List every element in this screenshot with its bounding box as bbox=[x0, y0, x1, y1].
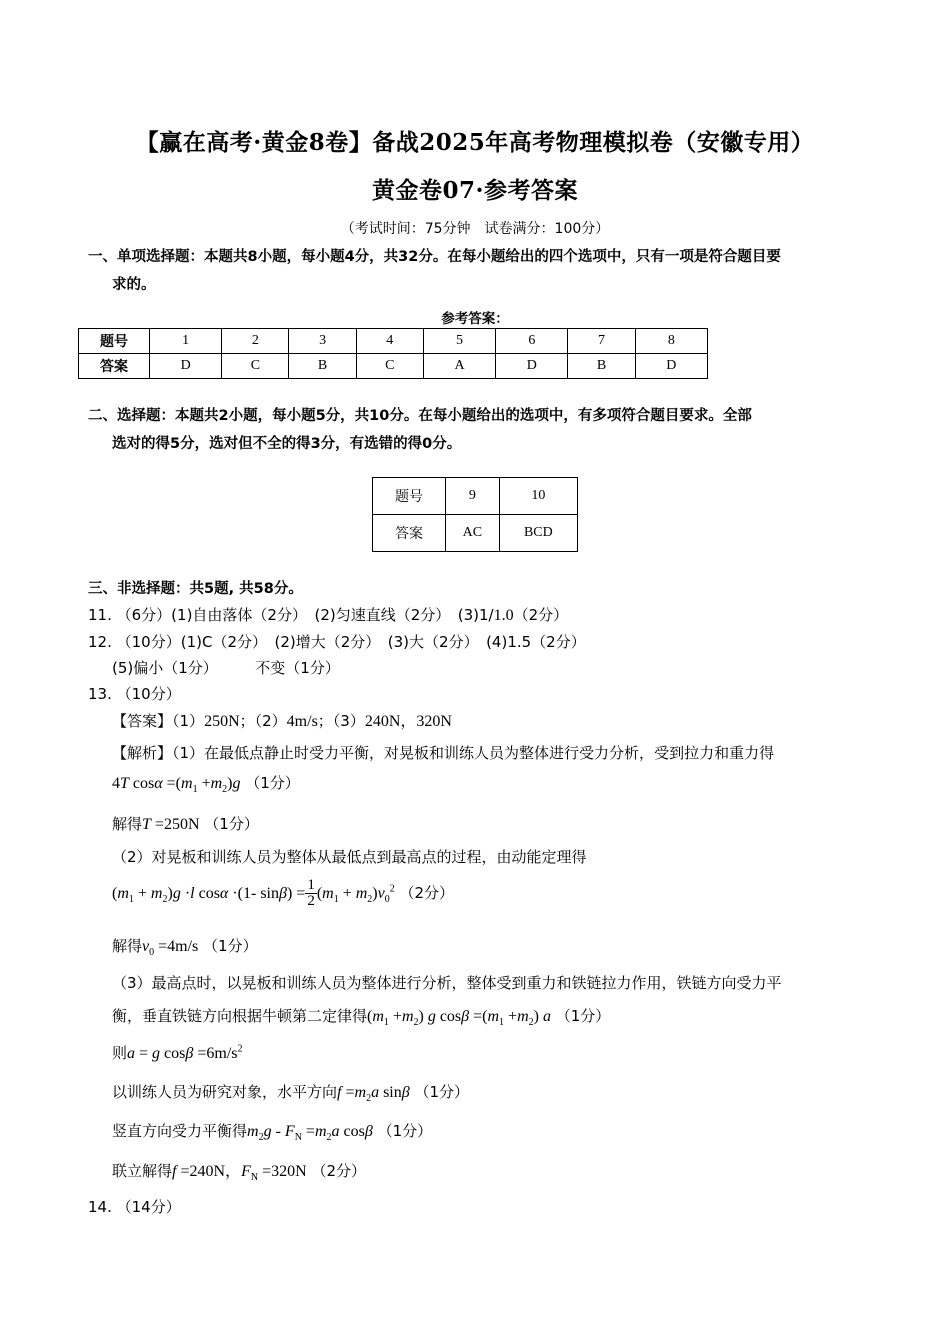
question-number: 10 bbox=[499, 478, 577, 515]
answer-cell: A bbox=[423, 354, 495, 379]
answer-cell: C bbox=[222, 354, 289, 379]
table-row bbox=[373, 515, 578, 552]
table-caption: 参考答案： bbox=[441, 311, 509, 327]
section-1-answer-table bbox=[78, 328, 708, 379]
page-subtitle: 黄金卷07·参考答案 bbox=[371, 177, 578, 204]
q13-analysis-3a: （3）最高点时，以晃板和训练人员为整体进行分析，整体受到重力和铁链拉力作用，铁链方向受力平 bbox=[112, 974, 782, 992]
section-2-answer-table bbox=[372, 477, 578, 552]
q14-heading: 14. （14分） bbox=[88, 1198, 181, 1216]
q13-analysis-5: 竖直方向受力平衡得$m_2g - F_N =m_2a$ cosβ （1分） bbox=[112, 1122, 433, 1144]
question-number: 4 bbox=[356, 329, 423, 354]
answer-cell: D bbox=[150, 354, 222, 379]
row-label-question: 题号 bbox=[373, 478, 446, 515]
question-number: 3 bbox=[289, 329, 356, 354]
solution-3: 则a = g $\cos\beta =6m/s^2$ bbox=[112, 1043, 243, 1062]
question-number: 6 bbox=[496, 329, 568, 354]
q12-answer-line2: (5)偏小（1分） 不变（1分） bbox=[112, 659, 340, 677]
solution-2: 解得$v_0 =4m/s$ （1分） bbox=[112, 937, 258, 959]
question-number: 5 bbox=[423, 329, 495, 354]
question-number: 9 bbox=[446, 478, 500, 515]
answer-cell: D bbox=[496, 354, 568, 379]
answer-cell: D bbox=[635, 354, 707, 379]
equation-2: $(m_1 + m_2)g \cdot l$ cosα ·(1- sinβ) = $\frac{1}{2}$ $(m_1 + m_2)v_0^2$ （2分） bbox=[112, 877, 455, 909]
q13-analysis-1: 【解析】（1）在最低点静止时受力平衡，对晃板和训练人员为整体进行受力分析，受到拉力和重力得 bbox=[112, 744, 775, 762]
row-label-answer: 答案 bbox=[373, 515, 446, 552]
answer-cell: B bbox=[568, 354, 635, 379]
q11-answer: 11. （6分）(1)自由落体（2分） (2)匀速直线（2分） (3)1/1.0（2分） bbox=[88, 606, 569, 624]
answer-cell: BCD bbox=[499, 515, 577, 552]
row-label-answer: 答案 bbox=[79, 354, 150, 379]
section-3-heading: 三、非选择题：共5题, 共58分。 bbox=[88, 581, 303, 597]
row-label-question: 题号 bbox=[79, 329, 150, 354]
q13-analysis-2: （2）对晃板和训练人员为整体从最低点到最高点的过程，由动能定理得 bbox=[112, 848, 587, 866]
table-row bbox=[79, 329, 708, 354]
answer-cell: C bbox=[356, 354, 423, 379]
answer-cell: AC bbox=[446, 515, 500, 552]
section-2-heading: 二、选择题：本题共2小题，每小题5分，共10分。在每小题给出的选项中，有多项符合题目要求。全部 选对的得5分，选对但不全的得3分，有选错的得0分。 bbox=[88, 408, 752, 452]
q13-analysis-6: 联立解得f =240N，$F_N =320N$ （2分） bbox=[112, 1162, 366, 1184]
solution-1: 解得T =250N （1分） bbox=[112, 815, 259, 833]
question-number: 2 bbox=[222, 329, 289, 354]
table-row bbox=[373, 478, 578, 515]
question-number: 8 bbox=[635, 329, 707, 354]
question-number: 1 bbox=[150, 329, 222, 354]
q13-heading: 13. （10分） bbox=[88, 685, 181, 703]
section-1-heading: 一、单项选择题：本题共8小题，每小题4分，共32分。在每小题给出的四个选项中，只有一项是符合题目要 求的。 bbox=[88, 249, 781, 293]
exam-info: （考试时间：75分钟 试卷满分：100分） bbox=[340, 221, 610, 237]
q13-answer-line: 【答案】（1）250N；（2）4m/s；（3）240N，320N bbox=[112, 712, 452, 730]
equation-1: 4T $\cos\alpha =(m_1 +m_2)g$ （1分） bbox=[112, 774, 300, 796]
page-title: 【赢在高考·黄金8卷】备战2025年高考物理模拟卷（安徽专用） bbox=[135, 129, 815, 156]
q12-answer: 12. （10分）(1)C（2分） (2)增大（2分） (3)大（2分） (4)1.5（2分） bbox=[88, 633, 586, 651]
q13-analysis-3b: 衡，垂直铁链方向根据牛顿第二定律得$(m_1 +m_2)$ g $\cos\beta =(m_1 +m_2)$ a （1分） bbox=[112, 1007, 611, 1029]
answer-cell: B bbox=[289, 354, 356, 379]
question-number: 7 bbox=[568, 329, 635, 354]
q13-analysis-4: 以训练人员为研究对象，水平方向$f =m_2a$ sinβ （1分） bbox=[112, 1083, 470, 1105]
table-row bbox=[79, 354, 708, 379]
